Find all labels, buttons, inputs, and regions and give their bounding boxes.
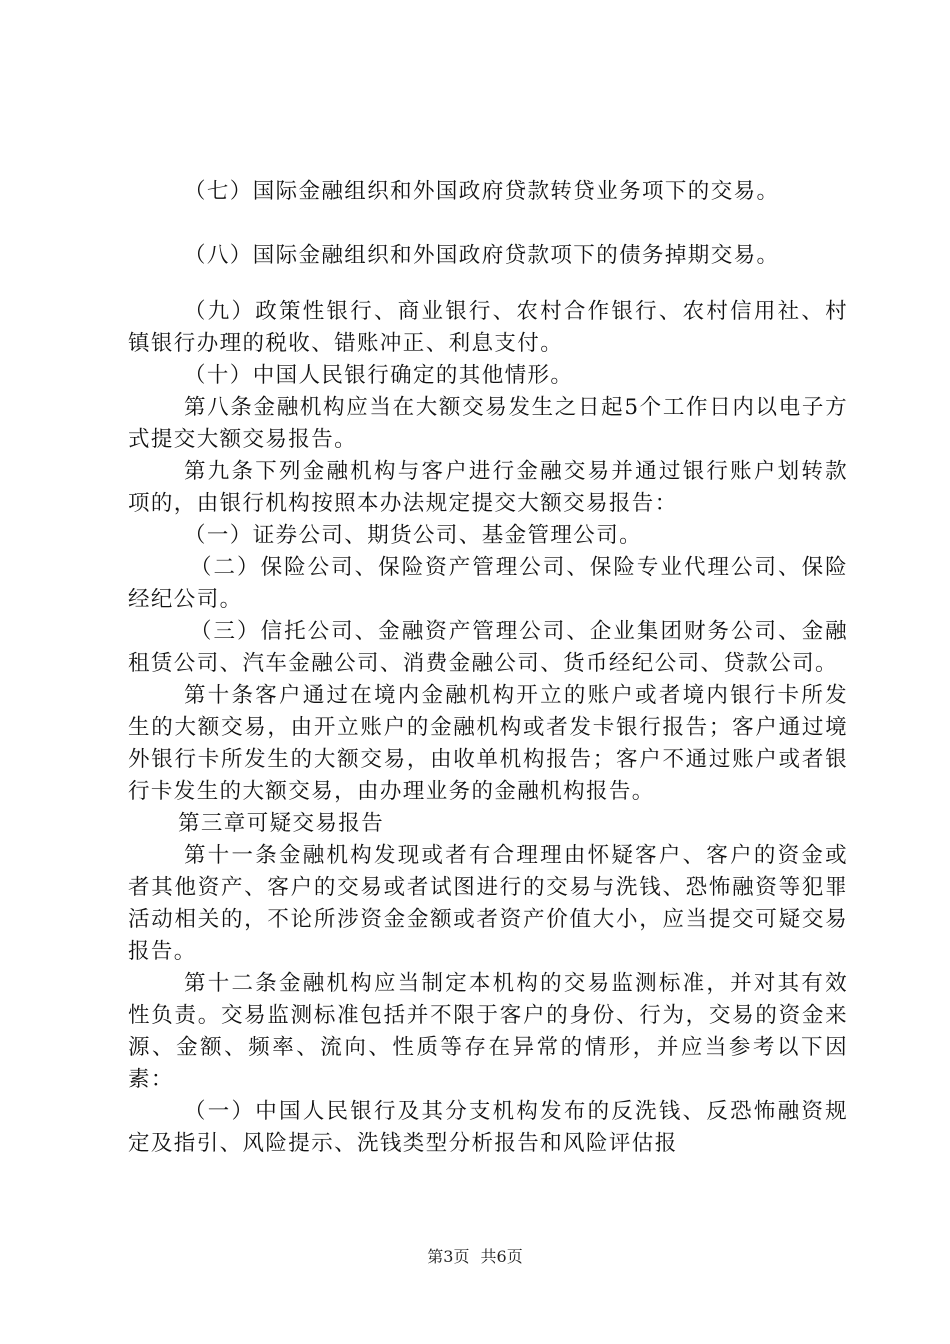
list-item-2: （二）保险公司、保险资产管理公司、保险专业代理公司、保险经纪公司。 [128,555,848,612]
page-number: 第3页 [427,1247,470,1266]
main-body-text [128,296,848,1160]
paragraph-block-top-2 [128,240,848,272]
page-total: 共6页 [480,1247,523,1266]
paragraph-block-top [128,176,848,208]
paragraph-item-10: （十）中国人民银行确定的其他情形。 [184,363,574,388]
article-12: 第十二条金融机构应当制定本机构的交易监测标准，并对其有效性负责。交易监测标准包括并不限于客户的身份、行为，交易的资金来源、金额、频率、流向、性质等存在异常的情形，并应当参考以下因素： [128,971,848,1092]
factor-item-1: （一）中国人民银行及其分支机构发布的反洗钱、反恐怖融资规定及指引、风险提示、洗钱类型分析报告和风险评估报 [128,1099,848,1156]
paragraph-item-7: （七）国际金融组织和外国政府贷款转贷业务项下的交易。 [184,179,780,204]
paragraph-item-8: （八）国际金融组织和外国政府贷款项下的债务掉期交易。 [184,243,780,268]
list-item-1: （一）证券公司、期货公司、基金管理公司。 [184,523,643,548]
chapter-3-heading: 第三章可疑交易报告 [178,811,385,836]
paragraph-item-9: （九）政策性银行、商业银行、农村合作银行、农村信用社、村镇银行办理的税收、错账冲正、利息支付。 [128,299,848,356]
article-9: 第九条下列金融机构与客户进行金融交易并通过银行账户划转款项的，由银行机构按照本办法规定提交大额交易报告： [128,459,848,516]
article-11: 第十一条金融机构发现或者有合理理由怀疑客户、客户的资金或者其他资产、客户的交易或者试图进行的交易与洗钱、恐怖融资等犯罪活动相关的，不论所涉资金金额或者资产价值大小，应当提交可疑交易报告。 [128,843,848,964]
list-item-3: （三）信托公司、金融资产管理公司、企业集团财务公司、金融租赁公司、汽车金融公司、消费金融公司、货币经纪公司、贷款公司。 [128,619,848,676]
article-8: 第八条金融机构应当在大额交易发生之日起5个工作日内以电子方式提交大额交易报告。 [128,395,848,452]
article-10: 第十条客户通过在境内金融机构开立的账户或者境内银行卡所发生的大额交易，由开立账户的金融机构或者发卡银行报告；客户通过境外银行卡所发生的大额交易，由收单机构报告；客户不通过账户或者银行卡发生的大额交易，由办理业务的金融机构报告。 [128,683,848,804]
page-footer [0,1244,950,1267]
